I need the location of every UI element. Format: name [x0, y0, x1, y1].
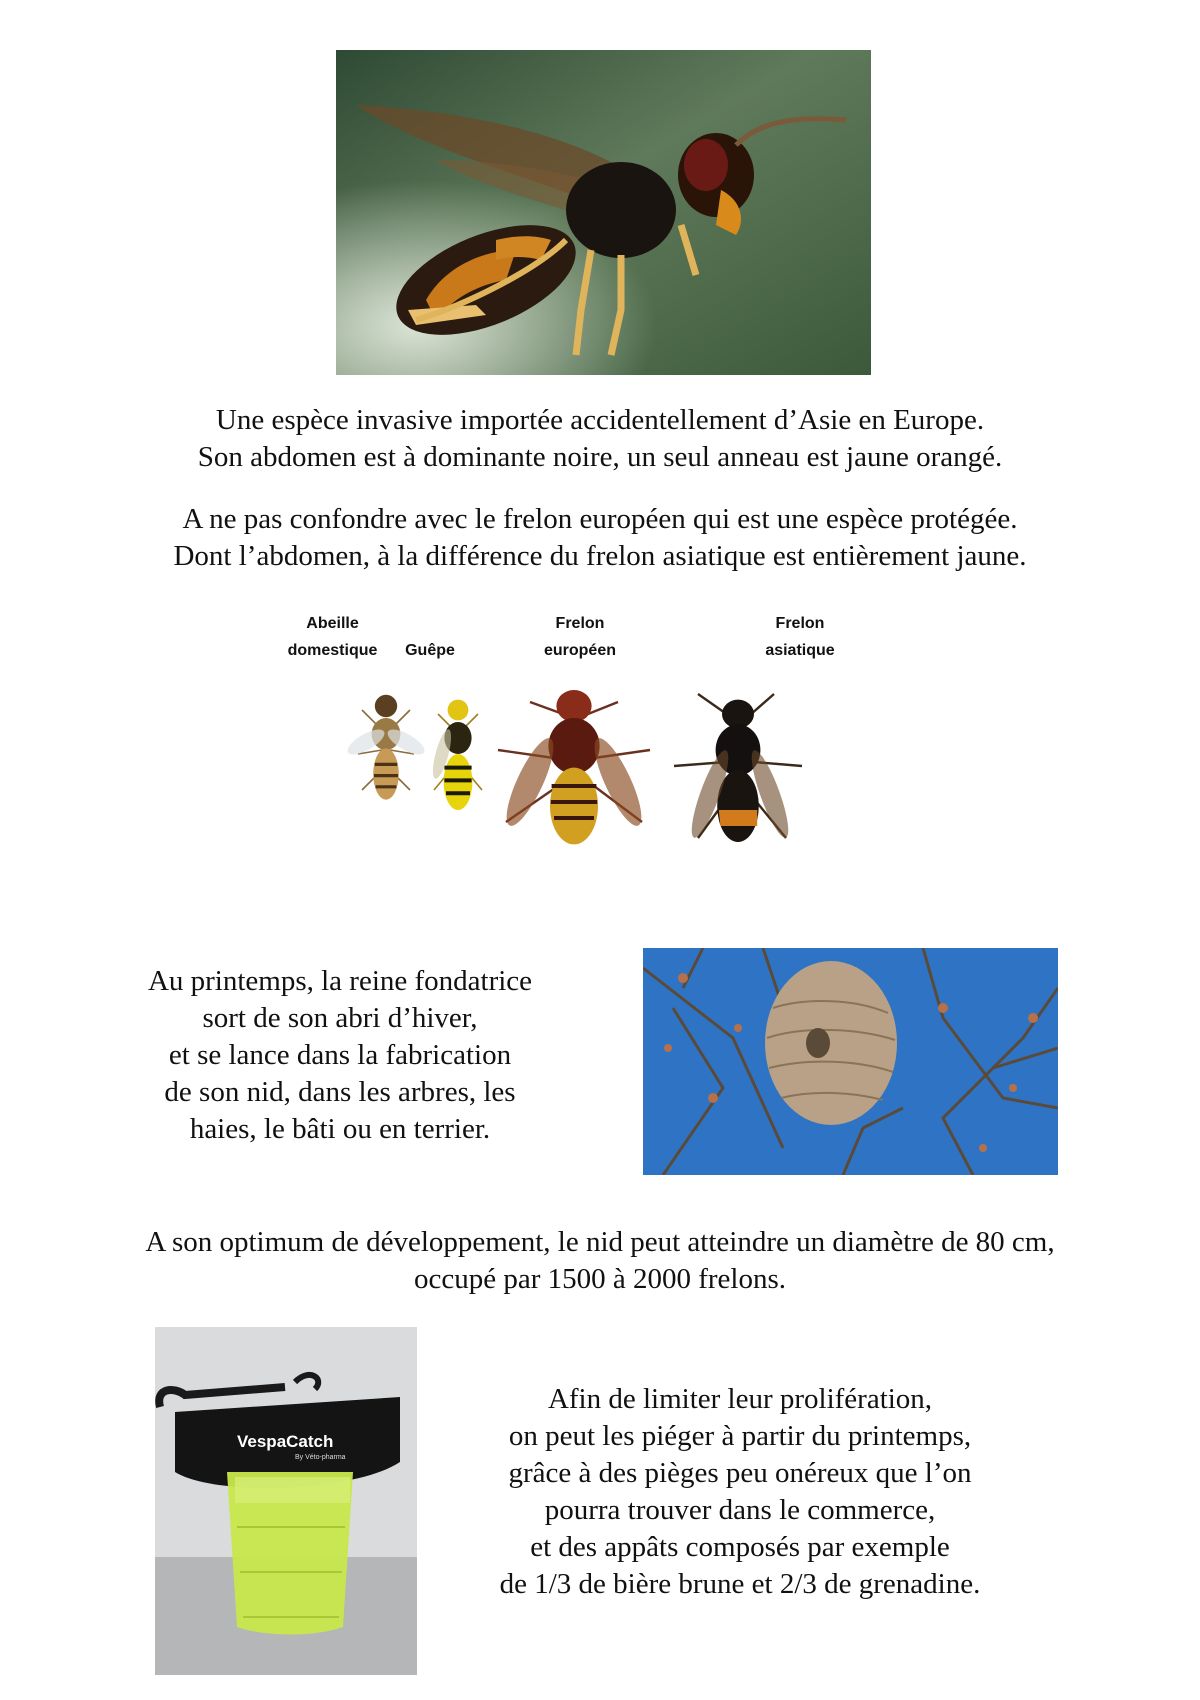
- comparison-paragraph: [0, 501, 1200, 575]
- species-comparison-figure: [270, 610, 950, 910]
- bee-illustration: [344, 695, 428, 800]
- trap-brand-subtext: By Véto-pharma: [295, 1454, 346, 1461]
- spring-line: haies, le bâti ou en terrier.: [189, 1113, 491, 1145]
- intro-paragraph: [0, 402, 1200, 476]
- spring-line: et se lance dans la fabrication: [168, 1039, 512, 1071]
- comparison-line: A ne pas confondre avec le frelon européen qui est une espèce protégée.: [182, 503, 1018, 535]
- asian-hornet-illustration: [674, 694, 802, 842]
- trap-brand-text: VespaCatch: [237, 1432, 334, 1451]
- optimum-line: occupé par 1500 à 2000 frelons.: [413, 1263, 787, 1295]
- trapping-paragraph: [470, 1381, 1010, 1603]
- wasp-illustration: [429, 700, 482, 810]
- trapping-line: grâce à des pièges peu onéreux que l’on: [508, 1457, 972, 1489]
- species-label-european-hornet: Frelon européen: [543, 615, 616, 659]
- hornet-trap-photo: [155, 1327, 417, 1675]
- trapping-line: et des appâts composés par exemple: [530, 1531, 950, 1563]
- intro-line: Une espèce invasive importée accidentellement d’Asie en Europe.: [215, 404, 985, 436]
- spring-line: de son nid, dans les arbres, les: [164, 1076, 516, 1108]
- species-label-bee: Abeille domestique: [287, 615, 378, 659]
- spring-paragraph: [90, 963, 590, 1148]
- asian-hornet-photo: [336, 50, 871, 375]
- optimum-paragraph: [0, 1224, 1200, 1298]
- comparison-line: Dont l’abdomen, à la différence du frelon asiatique est entièrement jaune.: [173, 540, 1027, 572]
- trapping-line: on peut les piéger à partir du printemps,: [508, 1420, 972, 1452]
- trapping-line: pourra trouver dans le commerce,: [544, 1494, 936, 1526]
- intro-line: Son abdomen est à dominante noire, un seul anneau est jaune orangé.: [197, 441, 1003, 473]
- hornet-nest-photo: [643, 948, 1058, 1175]
- trapping-line: Afin de limiter leur prolifération,: [547, 1383, 933, 1415]
- spring-line: Au printemps, la reine fondatrice: [147, 965, 533, 997]
- optimum-line: A son optimum de développement, le nid peut atteindre un diamètre de 80 cm,: [145, 1226, 1055, 1258]
- european-hornet-illustration: [498, 690, 650, 844]
- species-label-wasp: Guêpe: [405, 642, 455, 659]
- spring-line: sort de son abri d’hiver,: [202, 1002, 478, 1034]
- trapping-line: de 1/3 de bière brune et 2/3 de grenadine.: [499, 1568, 981, 1600]
- species-label-asian-hornet: Frelon asiatique: [765, 615, 835, 659]
